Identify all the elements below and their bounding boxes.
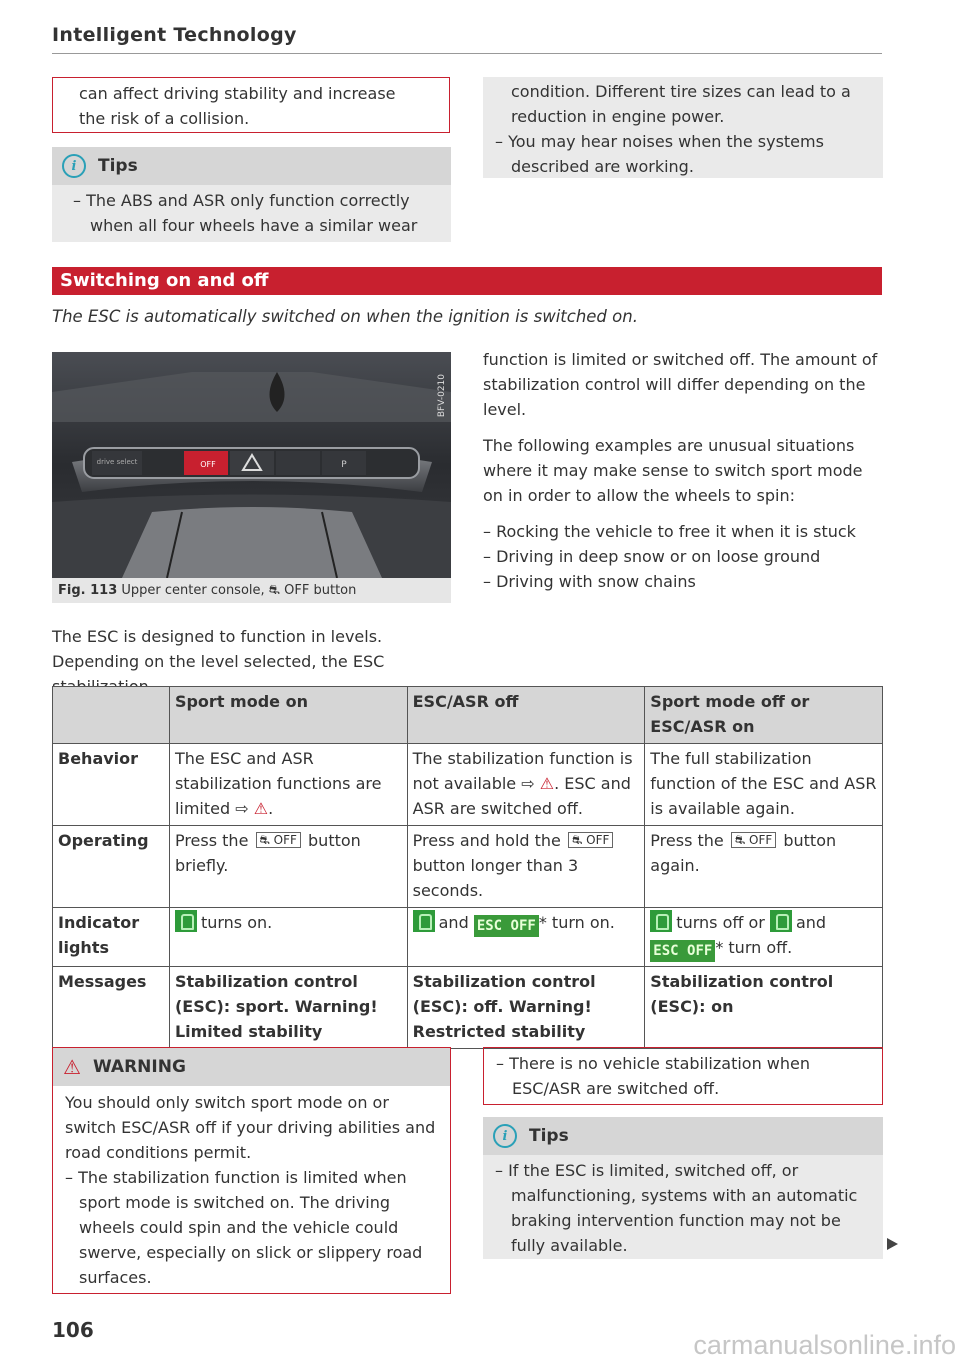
esc-indicator-icon — [175, 910, 197, 932]
esc-indicator-icon — [650, 910, 672, 932]
esc-off-label: OFF — [200, 460, 216, 469]
row-label-operating: Operating — [53, 826, 170, 908]
row-label-indicator: Indicator lights — [53, 908, 170, 967]
tips-box-bottom — [483, 1117, 883, 1259]
watermark: carmanualsonline.info — [693, 1330, 956, 1360]
tips-continued-text: condition. Different tire sizes can lead to a reduction in engine power. — [511, 82, 851, 126]
tips-continued-item: – You may hear noises when the systems described are working. — [495, 132, 824, 176]
tips-body — [52, 185, 451, 242]
tips-body — [483, 1155, 883, 1259]
figure-code: BFV-0210 — [437, 374, 447, 418]
info-icon: i — [493, 1124, 517, 1148]
warning-box-continued — [52, 77, 450, 133]
warning-title: WARNING — [92, 1057, 186, 1077]
figure-label: Fig. 113 — [58, 583, 118, 598]
esc-off-indicator-icon: ESC OFF — [474, 915, 539, 937]
table-cell: Stabilization control (ESC): on — [645, 967, 883, 1049]
table-cell: turns on. — [169, 908, 407, 967]
table-cell: Press the ⛐ OFF button again. — [645, 826, 883, 908]
warning-header — [53, 1048, 450, 1086]
esc-symbol-icon: ⛐ — [268, 583, 281, 598]
figure-caption-text: Upper center console, — [121, 583, 269, 598]
table-header-row — [53, 687, 883, 744]
tips-box-continued — [483, 77, 883, 178]
warning-continued-text: can affect driving stability and increase the risk of a collision. — [79, 84, 396, 128]
info-icon: i — [62, 154, 86, 178]
warning-intro: You should only switch sport mode on or switch ESC/ASR off if your driving abilities and road conditions permit. — [65, 1093, 436, 1162]
warning-triangle-icon: ⚠ — [539, 774, 555, 793]
esc-sport-indicator-icon — [770, 910, 792, 932]
tips-title: Tips — [98, 156, 138, 176]
tips-item: – The ABS and ASR only function correctly when all four wheels have a similar wear — [73, 191, 418, 235]
esc-indicator-icon — [413, 910, 435, 932]
page-number: 106 — [52, 1318, 94, 1342]
drive-select-label: drive select — [96, 458, 138, 466]
section-intro: The ESC is automatically switched on when the ignition is switched on. — [52, 307, 638, 326]
table-header-cell: Sport mode off or ESC/ASR on — [645, 687, 883, 744]
table-header-cell: ESC/ASR off — [407, 687, 645, 744]
tips-item: – If the ESC is limited, switched off, or malfunctioning, systems with an automatic braking intervention function may not be fully available. — [495, 1161, 858, 1255]
table-cell: turns off or and ESC OFF * turn off. — [645, 908, 883, 967]
situation-item: – Driving with snow chains — [483, 572, 696, 591]
warning-box — [52, 1047, 451, 1294]
esc-off-key: ⛐ OFF — [731, 832, 776, 848]
unusual-situations-paragraph: The following examples are unusual situations where it may make sense to switch sport mode on in order to allow the wheels to spin: — [483, 436, 863, 505]
esc-off-indicator-icon: ESC OFF — [650, 940, 715, 962]
header-divider — [52, 53, 882, 54]
row-label-behavior: Behavior — [53, 744, 170, 826]
right-column-text — [483, 347, 883, 594]
tips-box-top — [52, 147, 451, 239]
figure-caption-end: OFF button — [280, 583, 357, 598]
table-cell: and ESC OFF * turn on. — [407, 908, 645, 967]
table-cell: The full stabilization function of the ESC and ASR is available again. — [645, 744, 883, 826]
warning-body — [53, 1086, 450, 1290]
tips-header — [52, 147, 451, 185]
row-label-messages: Messages — [53, 967, 170, 1049]
esc-off-key: ⛐ OFF — [256, 832, 301, 848]
esc-modes-table — [52, 686, 883, 1049]
table-cell: Stabilization control (ESC): off. Warning! Restricted stability — [407, 967, 645, 1049]
warning-triangle-icon: ⚠ — [63, 1055, 81, 1079]
figure-console-photo — [52, 352, 451, 578]
situation-item: – Rocking the vehicle to free it when it is stuck — [483, 522, 856, 541]
esc-off-key: ⛐ OFF — [568, 832, 613, 848]
warning-box-continued-bottom — [483, 1047, 883, 1105]
table-cell: The stabilization function is not available ⇨ ⚠. ESC and ASR are switched off. — [407, 744, 645, 826]
situation-item: – Driving in deep snow or on loose ground — [483, 547, 821, 566]
table-header-cell — [53, 687, 170, 744]
warning-continued-item: – There is no vehicle stabilization when ESC/ASR are switched off. — [496, 1054, 811, 1098]
table-header-cell: Sport mode on — [169, 687, 407, 744]
table-row — [53, 744, 883, 826]
table-row — [53, 967, 883, 1049]
esc-levels-paragraph: The ESC is designed to function in levels. Depending on the level selected, the ESC — [52, 627, 385, 671]
table-cell: The ESC and ASR stabilization functions are limited ⇨ ⚠. — [169, 744, 407, 826]
park-assist-label: P — [341, 460, 347, 470]
page-header-title: Intelligent Technology — [52, 24, 297, 46]
table-cell: Press and hold the ⛐ OFF button longer than 3 seconds. — [407, 826, 645, 908]
table-row — [53, 826, 883, 908]
table-cell: Press the ⛐ OFF button briefly. — [169, 826, 407, 908]
table-cell: Stabilization control (ESC): sport. Warning! Limited stability — [169, 967, 407, 1049]
console-illustration — [52, 352, 451, 578]
continue-arrow-icon — [887, 1238, 898, 1250]
warning-item: – The stabilization function is limited when sport mode is switched on. The driving wheels could spin and the vehicle could swerve, especially on slick or slippery road surfaces. — [65, 1168, 423, 1287]
warning-triangle-icon: ⚠ — [253, 799, 269, 818]
table-row — [53, 908, 883, 967]
tips-title: Tips — [529, 1126, 569, 1146]
esc-amount-paragraph: function is limited or switched off. The amount of stabilization control will differ depending on the level. — [483, 350, 878, 419]
tips-header — [483, 1117, 883, 1155]
figure-caption — [52, 578, 451, 603]
section-title-bar: Switching on and off — [52, 267, 882, 295]
